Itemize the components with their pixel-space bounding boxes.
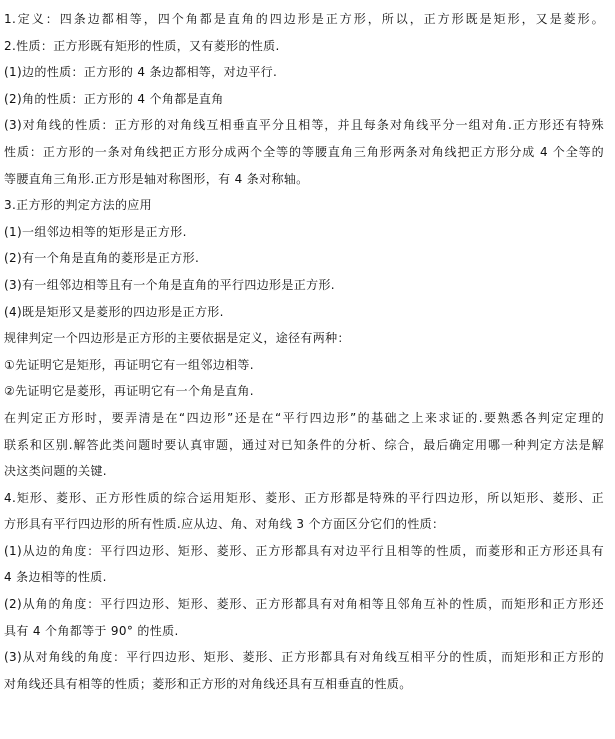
note-line-2: 联系和区别.解答此类问题时要认真审题，通过对已知条件的分析、综合，最后确定用哪一种判定方法是解 — [4, 437, 604, 452]
note-line-3: 决这类问题的关键. — [4, 464, 107, 479]
diagonal-property-line-1: (3)对角线的性质：正方形的对角线互相垂直平分且相等，并且每条对角线平分一组对角.正方形还有特殊 — [4, 118, 604, 133]
diagonal-angle-line-2: 对角线还具有相等的性质；菱形和正方形的对角线还具有互相垂直的性质。 — [4, 676, 412, 691]
synthesis-line-1: 4.矩形、菱形、正方形性质的综合运用矩形、菱形、正方形都是特殊的平行四边形，所以矩形、菱形、正 — [4, 490, 604, 505]
determination-item-4: (4)既是矩形又是菱形的四边形是正方形. — [4, 304, 224, 319]
rule-method-1: ①先证明它是矩形，再证明它有一组邻边相等. — [4, 357, 254, 372]
angle-angle-line-1: (2)从角的角度：平行四边形、矩形、菱形、正方形都具有对角相等且邻角互补的性质，而矩形和正方形还 — [4, 597, 604, 612]
angle-angle-line-2: 具有 4 个角都等于 90° 的性质. — [4, 623, 179, 638]
diagonal-property-line-2: 性质：正方形的一条对角线把正方形分成两个全等的等腰直角三角形两条对角线把正方形分成 4 个全等的 — [4, 144, 604, 159]
document-body — [4, 6, 604, 697]
determination-heading: 3.正方形的判定方法的应用 — [4, 198, 153, 213]
property-heading: 2.性质：正方形既有矩形的性质，又有菱形的性质. — [4, 38, 280, 53]
side-property-line: (1)边的性质：正方形的 4 条边都相等，对边平行. — [4, 65, 278, 80]
angle-property-line: (2)角的性质：正方形的 4 个角都是直角 — [4, 91, 224, 106]
determination-item-1: (1)一组邻边相等的矩形是正方形. — [4, 224, 187, 239]
note-line-1: 在判定正方形时，要弄清是在“四边形”还是在“平行四边形”的基础之上来求证的.要熟悉各判定定理的 — [4, 410, 604, 425]
diagonal-property-line-3: 等腰直角三角形.正方形是轴对称图形，有 4 条对称轴。 — [4, 171, 309, 186]
rule-method-2: ②先证明它是菱形，再证明它有一个角是直角. — [4, 384, 254, 399]
side-angle-line-1: (1)从边的角度：平行四边形、矩形、菱形、正方形都具有对边平行且相等的性质，而菱形和正方形还具有 — [4, 543, 604, 558]
determination-item-3: (3)有一组邻边相等且有一个角是直角的平行四边形是正方形. — [4, 277, 335, 292]
determination-item-2: (2)有一个角是直角的菱形是正方形. — [4, 251, 200, 266]
side-angle-line-2: 4 条边相等的性质. — [4, 570, 107, 585]
synthesis-line-2: 方形具有平行四边形的所有性质.应从边、角、对角线 3 个方面区分它们的性质： — [4, 517, 445, 532]
diagonal-angle-line-1: (3)从对角线的角度：平行四边形、矩形、菱形、正方形都具有对角线互相平分的性质，而矩形和正方形的 — [4, 650, 604, 665]
definition-line: 1.定义：四条边都相等，四个角都是直角的四边形是正方形，所以，正方形既是矩形，又是菱形。 — [4, 12, 604, 26]
rule-line: 规律判定一个四边形是正方形的主要依据是定义，途径有两种： — [4, 331, 350, 346]
